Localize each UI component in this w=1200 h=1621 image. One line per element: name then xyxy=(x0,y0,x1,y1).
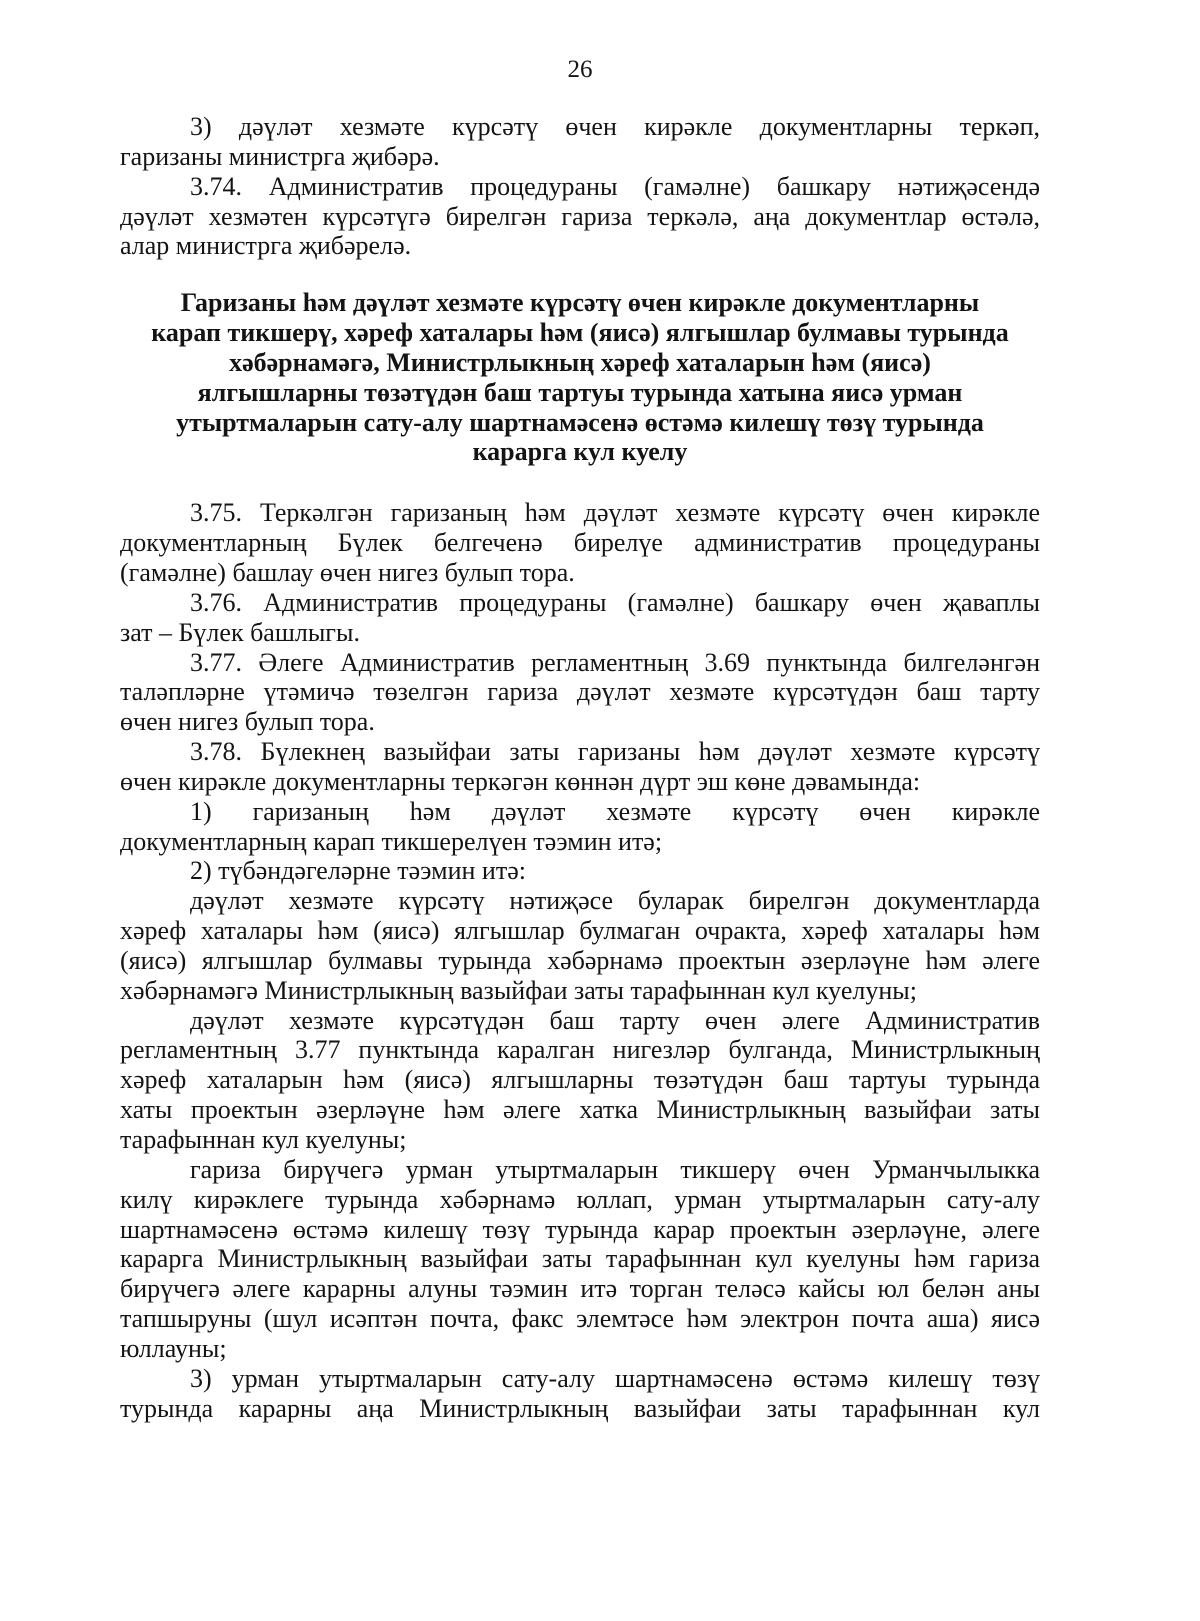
line-text: карарга Министрлыкның вазыйфаи заты тарафыннан кул куелуны һәм гариза xyxy=(120,1244,1040,1274)
line-text: юллауны; xyxy=(120,1333,227,1363)
line-text: 3) урман утыртмаларын сату-алу шартнамәсенә өстәмә килешү төзү xyxy=(190,1363,1040,1393)
heading-line xyxy=(120,348,1040,378)
line-text: дәүләт хезмәте күрсәтүдән баш тарту өчен әлеге Административ xyxy=(190,1005,1040,1035)
line-text: шартнамәсенә өстәмә килешү төзү турында карар проектын әзерләүне, әлеге xyxy=(120,1214,1040,1244)
line-text: килү кирәклеге турында хәбәрнамә юллап, урман утыртмаларын сату-алу xyxy=(120,1184,1040,1214)
heading-line xyxy=(120,378,1040,408)
text-line xyxy=(120,1006,1040,1036)
paragraph xyxy=(120,856,1040,886)
text-line xyxy=(120,827,1040,857)
paragraph xyxy=(120,1155,1040,1364)
line-text: 3) дәүләт хезмәте күрсәтү өчен кирәкле документларны теркәп, xyxy=(190,112,1040,141)
line-text: утыртмаларын сату-алу шартнамәсенә өстәмә килешү төзү турында xyxy=(176,407,984,437)
text-line xyxy=(120,558,1040,588)
text-line xyxy=(120,1155,1040,1185)
line-text: өчен нигез булып тора. xyxy=(120,707,375,737)
line-text: ялгышларны төзәтүдән баш тартуы турында хатына яисә урман xyxy=(197,377,963,407)
line-text: дәүләт хезмәтен күрсәтүгә бирелгән гариза теркәлә, аңа документлар өстәлә, xyxy=(120,201,1040,231)
line-text: алар министрга җибәрелә. xyxy=(120,231,412,261)
heading-line xyxy=(120,408,1040,438)
line-text: гариза бирүчегә урман утыртмаларын тикшерү өчен Урманчылыкка xyxy=(190,1154,1040,1184)
document-body xyxy=(120,112,1040,1423)
text-line xyxy=(120,976,1040,1006)
text-line xyxy=(120,1394,1040,1424)
text-line xyxy=(120,1095,1040,1125)
text-line xyxy=(120,886,1040,916)
text-line xyxy=(120,737,1040,767)
text-line xyxy=(120,1125,1040,1155)
line-text: хаты проектын әзерләүне һәм әлеге хатка Министрлыкның вазыйфаи заты xyxy=(120,1095,1040,1125)
text-line xyxy=(120,767,1040,797)
line-text: 3.74. Административ процедураны (гамәлне) башкару нәтиҗәсендә xyxy=(190,171,1040,201)
text-line xyxy=(120,1274,1040,1304)
text-line xyxy=(120,797,1040,827)
heading-line xyxy=(120,437,1040,467)
line-text: 2) түбәндәгеләрне тәэмин итә: xyxy=(190,856,526,886)
line-text: хәбәрнамәгә, Министрлыкның хәреф хаталарын һәм (яисә) xyxy=(229,347,931,377)
text-line xyxy=(120,112,1040,142)
line-text: өчен кирәкле документларны теркәгән көннән дүрт эш көне дәвамында: xyxy=(120,766,921,796)
text-line xyxy=(120,1304,1040,1334)
line-text: карап тикшерү, хәреф хаталары һәм (яисә) ялгышлар булмавы турында xyxy=(151,318,1009,348)
text-line xyxy=(120,1334,1040,1364)
line-text: гаризаны министрга җибәрә. xyxy=(120,141,440,171)
text-line xyxy=(120,528,1040,558)
heading-line xyxy=(120,318,1040,348)
section-heading xyxy=(120,288,1040,467)
line-text: документларның Бүлек белгеченә бирелүе административ процедураны xyxy=(120,528,1040,558)
text-line xyxy=(120,172,1040,202)
text-line xyxy=(120,1244,1040,1274)
text-line xyxy=(120,648,1040,678)
text-line xyxy=(120,1185,1040,1215)
line-text: бирүчегә әлеге карарны алуны тәэмин итә торган теләсә кайсы юл белән аны xyxy=(120,1274,1040,1304)
text-line xyxy=(120,677,1040,707)
line-text: хәбәрнамәгә Министрлыкның вазыйфаи заты тарафыннан кул куелуны; xyxy=(120,975,917,1005)
line-text: хәреф хаталары һәм (яисә) ялгышлар булмаган очракта, хәреф хаталары һәм xyxy=(120,916,1040,946)
line-text: Гаризаны һәм дәүләт хезмәте күрсәтү өчен кирәкле документларны xyxy=(180,288,980,318)
paragraph xyxy=(120,737,1040,797)
line-text: 3.75. Теркәлгән гаризаның һәм дәүләт хезмәте күрсәтү өчен кирәкле xyxy=(190,498,1040,528)
text-line xyxy=(120,707,1040,737)
line-text: документларның карап тикшерелүен тәэмин итә; xyxy=(120,826,663,856)
text-line xyxy=(120,142,1040,172)
page-number: 26 xyxy=(567,56,593,83)
text-line xyxy=(120,916,1040,946)
text-line xyxy=(120,856,1040,886)
text-line xyxy=(120,1215,1040,1245)
text-line xyxy=(120,498,1040,528)
paragraph xyxy=(120,588,1040,648)
paragraph xyxy=(120,1006,1040,1155)
paragraph xyxy=(120,498,1040,588)
line-text: дәүләт хезмәте күрсәтү нәтиҗәсе буларак бирелгән документларда xyxy=(190,886,1040,916)
text-line xyxy=(120,1364,1040,1394)
line-text: карарга кул куелу xyxy=(472,437,688,467)
line-text: турында карарны аңа Министрлыкның вазыйфаи заты тарафыннан кул xyxy=(120,1393,1040,1423)
paragraph xyxy=(120,648,1040,738)
paragraph xyxy=(120,172,1040,262)
line-text: зат – Бүлек башлыгы. xyxy=(120,617,360,647)
line-text: таләпләрне үтәмичә төзелгән гариза дәүләт хезмәте күрсәтүдән баш тарту xyxy=(120,677,1040,707)
line-text: тапшыруны (шул исәптән почта, факс элемтәсе һәм электрон почта аша) яисә xyxy=(120,1304,1040,1334)
line-text: регламентның 3.77 пунктында каралган нигезләр булганда, Министрлыкның xyxy=(120,1035,1040,1065)
line-text: (яисә) ялгышлар булмавы турында хәбәрнамә проектын әзерләүне һәм әлеге xyxy=(120,945,1040,975)
line-text: 1) гаризаның һәм дәүләт хезмәте күрсәтү өчен кирәкле xyxy=(190,796,1040,826)
line-text: 3.76. Административ процедураны (гамәлне) башкару өчен җаваплы xyxy=(190,587,1040,617)
line-text: тарафыннан кул куелуны; xyxy=(120,1125,407,1154)
text-line xyxy=(120,588,1040,618)
text-line xyxy=(120,1065,1040,1095)
heading-line xyxy=(120,288,1040,318)
line-text: хәреф хаталарын һәм (яисә) ялгышларны төзәтүдән баш тартуы турында xyxy=(120,1065,1040,1095)
line-text: 3.77. Әлеге Административ регламентның 3.69 пунктында билгеләнгән xyxy=(190,647,1040,677)
text-line xyxy=(120,946,1040,976)
paragraph xyxy=(120,886,1040,1005)
paragraph xyxy=(120,1364,1040,1424)
text-line xyxy=(120,618,1040,648)
text-line xyxy=(120,1035,1040,1065)
paragraph xyxy=(120,797,1040,857)
paragraph xyxy=(120,112,1040,172)
text-line xyxy=(120,202,1040,232)
line-text: 3.78. Бүлекнең вазыйфаи заты гаризаны һәм дәүләт хезмәте күрсәтү xyxy=(190,737,1040,767)
line-text: (гамәлне) башлау өчен нигез булып тора. xyxy=(120,557,575,587)
text-line xyxy=(120,231,1040,261)
